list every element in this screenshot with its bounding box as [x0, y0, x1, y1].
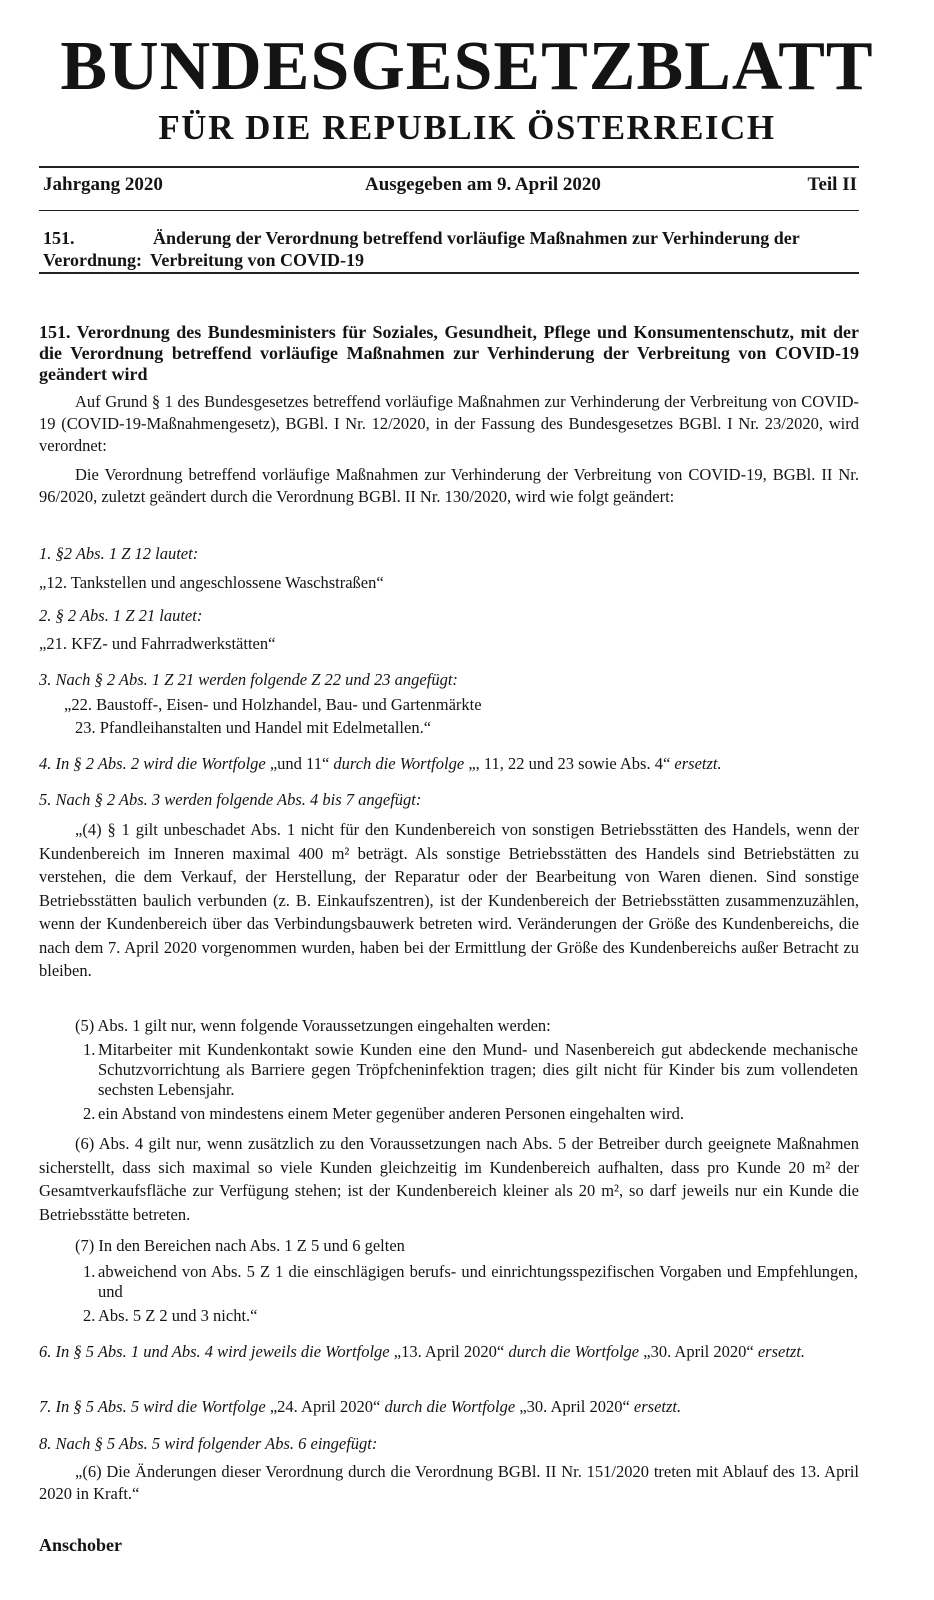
amendment-6-quote-1: „13. April 2020“ — [389, 1342, 509, 1361]
gazette-title: BUNDESGESETZBLATT — [60, 28, 874, 105]
amendment-3-line-1: „22. Baustoff-, Eisen- und Holzhandel, Bau- und Gartenmärkte — [64, 695, 482, 714]
amendment-7-quote-2: „30. April 2020“ — [515, 1397, 634, 1416]
amendment-7-quote-1: „24. April 2020“ — [265, 1397, 385, 1416]
abs-7-item-1 — [83, 1262, 858, 1302]
toc-line-2: Verbreitung von COVID-19 — [150, 250, 365, 270]
amendment-5-heading: 5. Nach § 2 Abs. 3 werden folgende Abs. 4 bis 7 angefügt: — [39, 790, 422, 809]
intro-paragraph: Die Verordnung betreffend vorläufige Maßnahmen zur Verhinderung der Verbreitung von COVID-19, BGBl. II Nr. 96/2020, zuletzt geändert durch die Verordnung BGBl. II Nr. 130/2020, wird wie folgt geändert: — [39, 465, 859, 506]
abs-5-item-2-number: 2. — [83, 1104, 96, 1123]
toc-line-1: Änderung der Verordnung betreffend vorläufige Maßnahmen zur Verhinderung der — [153, 228, 800, 248]
issue-part: Teil II — [807, 174, 857, 195]
signature: Anschober — [39, 1535, 123, 1555]
amendment-5-abs-6: (6) Abs. 4 gilt nur, wenn zusätzlich zu den Voraussetzungen nach Abs. 5 der Betreiber durch geeignete Maßnahmen sicherstellt, dass sich maximal so viele Kunden gleichzeitig im Kundenbereich aufhalten, dass pro Kunde 20 m² der Gesamtverkaufsfläche zur Verfügung stehen; ist der Kundenbereich kleiner als 20 m², so darf jeweils nur ein Kunde die Betriebsstätte betreten. — [39, 1134, 859, 1224]
abs-5-item-1-number: 1. — [83, 1040, 96, 1059]
amendment-5-abs-5: (5) Abs. 1 gilt nur, wenn folgende Voraussetzungen eingehalten werden: — [75, 1016, 551, 1035]
amendment-8-heading: 8. Nach § 5 Abs. 5 wird folgender Abs. 6 eingefügt: — [39, 1434, 378, 1453]
gazette-subtitle: FÜR DIE REPUBLIK ÖSTERREICH — [158, 108, 776, 147]
amendment-6-part-1: 6. In § 5 Abs. 1 und Abs. 4 wird jeweils die Wortfolge — [39, 1342, 390, 1361]
toc-label: Verordnung: — [43, 250, 143, 270]
toc-entry — [39, 226, 859, 276]
amendment-8-text: „(6) Die Änderungen dieser Verordnung durch die Verordnung BGBl. II Nr. 151/2020 treten mit Ablauf des 13. April 2020 in Kraft.“ — [39, 1462, 859, 1503]
amendment-3-line-2: 23. Pfandleihanstalten und Handel mit Edelmetallen.“ — [75, 718, 432, 737]
amendment-3-heading: 3. Nach § 2 Abs. 1 Z 21 werden folgende Z 22 und 23 angefügt: — [39, 670, 458, 689]
amendment-6-quote-2: „30. April 2020“ — [639, 1342, 758, 1361]
amendment-5-abs-7: (7) In den Bereichen nach Abs. 1 Z 5 und 6 gelten — [75, 1236, 405, 1255]
amendment-6 — [39, 1341, 859, 1363]
amendment-4-quote-2: „, 11, 22 und 23 sowie Abs. 4“ — [464, 754, 675, 773]
amendment-6-part-2: durch die Wortfolge — [508, 1342, 640, 1361]
amendment-2-text: „21. KFZ- und Fahrradwerkstätten“ — [39, 634, 276, 653]
toc-rule — [39, 272, 859, 274]
amendment-6-part-3: ersetzt. — [757, 1342, 806, 1361]
amendment-4-part-1: 4. In § 2 Abs. 2 wird die Wortfolge — [39, 754, 266, 773]
ordinance-title: 151. Verordnung des Bundesministers für Soziales, Gesundheit, Pflege und Konsumentenschutz, mit der die Verordnung betreffend vorläufige Maßnahmen zur Verhinderung der Verbreitung von COVID-19 geändert wird — [39, 322, 859, 384]
amendment-1-heading: 1. §2 Abs. 1 Z 12 lautet: — [39, 544, 199, 563]
abs-7-item-2 — [83, 1306, 858, 1326]
amendment-7 — [39, 1396, 859, 1418]
abs-5-item-1 — [83, 1040, 858, 1100]
toc-number: 151. — [43, 228, 75, 248]
amendment-7-part-2: durch die Wortfolge — [384, 1397, 516, 1416]
amendment-1-text: „12. Tankstellen und angeschlossene Waschstraßen“ — [39, 573, 384, 592]
amendment-4 — [39, 753, 859, 775]
top-rule — [39, 166, 859, 168]
amendment-4-part-3: ersetzt. — [674, 754, 722, 773]
abs-7-item-1-text: abweichend von Abs. 5 Z 1 die einschlägigen berufs- und einrichtungsspezifischen Vorgaben und Empfehlungen, und — [98, 1262, 858, 1301]
amendment-7-part-3: ersetzt. — [633, 1397, 682, 1416]
amendment-5-abs-4: „(4) § 1 gilt unbeschadet Abs. 1 nicht für den Kundenbereich von sonstigen Betriebsstätten des Handels, wenn der Kundenbereich im Inneren maximal 400 m² beträgt. Als sonstige Betriebsstätten des Handels sind Betriebstätten zu verstehen, die dem Verkauf, der Herstellung, der Reparatur oder der Bearbeitung von Waren dienen. Sind sonstige Betriebsstätten baulich verbunden (z. B. Einkaufszentren), ist der Kundenbereich der Betriebsstätten zusammenzuzählen, wenn der Kundenbereich über das Verbindungsbauwerk betreten wird. Veränderungen der Größe des Kundenbereichs, die nach dem 7. April 2020 vorgenommen wurden, haben bei der Ermittlung der Größe des Kundenbereichs außer Betracht zu bleiben. — [39, 820, 859, 980]
abs-5-item-2 — [83, 1104, 858, 1124]
abs-5-item-1-text: Mitarbeiter mit Kundenkontakt sowie Kunden eine den Mund- und Nasenbereich gut abdeckende mechanische Schutzvorrichtung als Barriere gegen Tröpfcheninfektion tragen; dies gilt nicht für Kinder bis zum vollendeten sechsten Lebensjahr. — [98, 1040, 858, 1099]
amendment-4-quote-1: „und 11“ — [265, 754, 334, 773]
preamble: Auf Grund § 1 des Bundesgesetzes betreffend vorläufige Maßnahmen zur Verhinderung der Verbreitung von COVID-19 (COVID-19-Maßnahmengesetz), BGBl. I Nr. 12/2020, in der Fassung des Bundesgesetzes BGBl. I Nr. 23/2020, wird verordnet: — [39, 392, 859, 455]
amendment-7-part-1: 7. In § 5 Abs. 5 wird die Wortfolge — [39, 1397, 266, 1416]
issue-rule — [39, 210, 859, 211]
abs-5-item-2-text: ein Abstand von mindestens einem Meter gegenüber anderen Personen eingehalten wird. — [98, 1104, 685, 1123]
amendment-2-heading: 2. § 2 Abs. 1 Z 21 lautet: — [39, 606, 203, 625]
abs-7-item-2-number: 2. — [83, 1306, 96, 1325]
abs-7-item-2-text: Abs. 5 Z 2 und 3 nicht.“ — [98, 1306, 258, 1325]
issue-year: Jahrgang 2020 — [43, 174, 163, 195]
issue-date: Ausgegeben am 9. April 2020 — [365, 174, 601, 195]
issue-info-row — [39, 174, 859, 198]
abs-7-item-1-number: 1. — [83, 1262, 96, 1281]
amendment-4-part-2: durch die Wortfolge — [333, 754, 465, 773]
